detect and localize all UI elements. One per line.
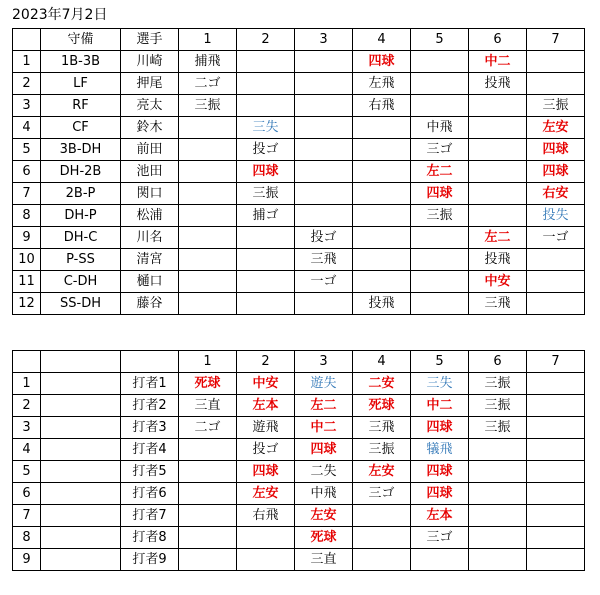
at-bat-result <box>179 183 237 205</box>
at-bat-result: 右飛 <box>353 95 411 117</box>
player-name: 打者1 <box>121 373 179 395</box>
at-bat-result: 二ゴ <box>179 73 237 95</box>
at-bat-result: 三ゴ <box>411 139 469 161</box>
at-bat-result: 投ゴ <box>295 227 353 249</box>
position-cell <box>41 549 121 571</box>
player-name: 打者6 <box>121 483 179 505</box>
row-number: 9 <box>13 549 41 571</box>
at-bat-result <box>527 527 585 549</box>
at-bat-result: 二ゴ <box>179 417 237 439</box>
table-row <box>13 271 585 293</box>
column-header: 3 <box>295 29 353 51</box>
at-bat-result <box>179 439 237 461</box>
column-header: 1 <box>179 351 237 373</box>
at-bat-result: 四球 <box>527 161 585 183</box>
position-cell: SS-DH <box>41 293 121 315</box>
at-bat-result: 犠飛 <box>411 439 469 461</box>
row-number: 4 <box>13 117 41 139</box>
at-bat-result: 中二 <box>295 417 353 439</box>
row-number: 10 <box>13 249 41 271</box>
at-bat-result: 死球 <box>353 395 411 417</box>
at-bat-result <box>179 117 237 139</box>
at-bat-result: 中二 <box>411 395 469 417</box>
at-bat-result <box>179 461 237 483</box>
table-row <box>13 549 585 571</box>
at-bat-result <box>237 227 295 249</box>
at-bat-result <box>179 527 237 549</box>
at-bat-result <box>527 395 585 417</box>
column-header: 2 <box>237 351 295 373</box>
at-bat-result: 左本 <box>411 505 469 527</box>
at-bat-result: 四球 <box>411 483 469 505</box>
at-bat-result <box>353 205 411 227</box>
at-bat-result <box>353 139 411 161</box>
column-header <box>41 351 121 373</box>
row-number: 6 <box>13 161 41 183</box>
at-bat-result: 三振 <box>179 95 237 117</box>
player-name: 前田 <box>121 139 179 161</box>
player-name: 藤谷 <box>121 293 179 315</box>
at-bat-result: 三飛 <box>353 417 411 439</box>
table-row <box>13 161 585 183</box>
row-number: 7 <box>13 183 41 205</box>
row-number: 7 <box>13 505 41 527</box>
player-name: 清宮 <box>121 249 179 271</box>
position-cell: P-SS <box>41 249 121 271</box>
at-bat-result: 死球 <box>179 373 237 395</box>
at-bat-result: 三直 <box>179 395 237 417</box>
position-cell: DH-P <box>41 205 121 227</box>
table-row <box>13 505 585 527</box>
at-bat-result <box>295 183 353 205</box>
at-bat-result: 左安 <box>527 117 585 139</box>
row-number: 2 <box>13 73 41 95</box>
at-bat-result: 三振 <box>527 95 585 117</box>
at-bat-result <box>295 293 353 315</box>
column-header: 5 <box>411 29 469 51</box>
position-cell: 1B-3B <box>41 51 121 73</box>
table-row <box>13 249 585 271</box>
at-bat-result: 中二 <box>469 51 527 73</box>
at-bat-result <box>527 461 585 483</box>
column-header: 3 <box>295 351 353 373</box>
at-bat-result <box>411 227 469 249</box>
at-bat-result <box>295 73 353 95</box>
at-bat-result: 左安 <box>353 461 411 483</box>
at-bat-result: 四球 <box>411 417 469 439</box>
table-row <box>13 483 585 505</box>
table-row <box>13 417 585 439</box>
lineup-header-row <box>13 29 585 51</box>
at-bat-result: 四球 <box>237 461 295 483</box>
at-bat-result <box>527 249 585 271</box>
at-bat-result: 投ゴ <box>237 139 295 161</box>
at-bat-result <box>237 293 295 315</box>
at-bat-result: 二失 <box>295 461 353 483</box>
table-row <box>13 439 585 461</box>
table-row <box>13 183 585 205</box>
position-cell: 3B-DH <box>41 139 121 161</box>
row-number: 5 <box>13 139 41 161</box>
row-number: 4 <box>13 439 41 461</box>
table-row <box>13 205 585 227</box>
player-name: 鈴木 <box>121 117 179 139</box>
at-bat-result: 投飛 <box>353 293 411 315</box>
at-bat-result <box>527 417 585 439</box>
at-bat-result <box>527 505 585 527</box>
at-bat-result <box>411 549 469 571</box>
at-bat-result: 中安 <box>469 271 527 293</box>
player-name: 打者5 <box>121 461 179 483</box>
at-bat-result <box>237 249 295 271</box>
player-name: 川名 <box>121 227 179 249</box>
at-bat-result: 四球 <box>411 183 469 205</box>
player-name: 樋口 <box>121 271 179 293</box>
at-bat-result <box>469 527 527 549</box>
at-bat-result: 左本 <box>237 395 295 417</box>
at-bat-result <box>237 549 295 571</box>
position-cell <box>41 395 121 417</box>
player-name: 川崎 <box>121 51 179 73</box>
at-bat-result: 四球 <box>411 461 469 483</box>
at-bat-result <box>527 483 585 505</box>
at-bat-result <box>295 205 353 227</box>
at-bat-result: 一ゴ <box>295 271 353 293</box>
at-bat-result: 三失 <box>237 117 295 139</box>
column-header: 7 <box>527 351 585 373</box>
at-bat-result: 投ゴ <box>237 439 295 461</box>
at-bat-result <box>353 549 411 571</box>
at-bat-result <box>469 205 527 227</box>
column-header <box>13 351 41 373</box>
at-bat-result <box>527 439 585 461</box>
at-bat-result: 投飛 <box>469 249 527 271</box>
at-bat-result: 左安 <box>295 505 353 527</box>
at-bat-result: 一ゴ <box>527 227 585 249</box>
position-cell: DH-C <box>41 227 121 249</box>
at-bat-result: 三飛 <box>469 293 527 315</box>
at-bat-result <box>295 117 353 139</box>
position-cell <box>41 417 121 439</box>
at-bat-result: 三ゴ <box>353 483 411 505</box>
batter-table <box>12 350 585 571</box>
at-bat-result: 遊失 <box>295 373 353 395</box>
at-bat-result <box>179 161 237 183</box>
at-bat-result: 三振 <box>469 417 527 439</box>
column-header: 守備 <box>41 29 121 51</box>
player-name: 関口 <box>121 183 179 205</box>
at-bat-result: 三振 <box>411 205 469 227</box>
row-number: 11 <box>13 271 41 293</box>
player-name: 打者3 <box>121 417 179 439</box>
position-cell <box>41 439 121 461</box>
table-row <box>13 73 585 95</box>
at-bat-result <box>527 373 585 395</box>
at-bat-result: 四球 <box>237 161 295 183</box>
row-number: 3 <box>13 417 41 439</box>
lineup-table <box>12 28 585 315</box>
table-row <box>13 293 585 315</box>
at-bat-result: 中飛 <box>411 117 469 139</box>
at-bat-result <box>237 95 295 117</box>
at-bat-result <box>527 293 585 315</box>
at-bat-result <box>411 73 469 95</box>
at-bat-result <box>179 139 237 161</box>
row-number: 8 <box>13 205 41 227</box>
position-cell: C-DH <box>41 271 121 293</box>
at-bat-result: 三ゴ <box>411 527 469 549</box>
row-number: 12 <box>13 293 41 315</box>
column-header: 5 <box>411 351 469 373</box>
at-bat-result: 左二 <box>295 395 353 417</box>
row-number: 1 <box>13 51 41 73</box>
position-cell: LF <box>41 73 121 95</box>
at-bat-result <box>527 51 585 73</box>
table-row <box>13 395 585 417</box>
table-row <box>13 139 585 161</box>
at-bat-result: 左安 <box>237 483 295 505</box>
column-header: 1 <box>179 29 237 51</box>
position-cell <box>41 461 121 483</box>
at-bat-result: 三振 <box>469 395 527 417</box>
row-number: 8 <box>13 527 41 549</box>
at-bat-result <box>353 117 411 139</box>
at-bat-result <box>469 117 527 139</box>
row-number: 1 <box>13 373 41 395</box>
at-bat-result <box>353 183 411 205</box>
at-bat-result: 三振 <box>353 439 411 461</box>
at-bat-result: 四球 <box>527 139 585 161</box>
at-bat-result: 三飛 <box>295 249 353 271</box>
at-bat-result: 三失 <box>411 373 469 395</box>
position-cell <box>41 483 121 505</box>
at-bat-result: 三振 <box>469 373 527 395</box>
player-name: 松浦 <box>121 205 179 227</box>
table-row <box>13 117 585 139</box>
at-bat-result <box>179 227 237 249</box>
at-bat-result <box>411 51 469 73</box>
table-row <box>13 95 585 117</box>
player-name: 打者7 <box>121 505 179 527</box>
at-bat-result: 三振 <box>237 183 295 205</box>
at-bat-result <box>411 249 469 271</box>
at-bat-result: 捕ゴ <box>237 205 295 227</box>
at-bat-result <box>411 293 469 315</box>
at-bat-result <box>295 95 353 117</box>
at-bat-result <box>469 95 527 117</box>
row-number: 5 <box>13 461 41 483</box>
at-bat-result: 左二 <box>469 227 527 249</box>
game-date: 2023年7月2日 <box>12 7 108 23</box>
at-bat-result <box>295 161 353 183</box>
at-bat-result: 右飛 <box>237 505 295 527</box>
at-bat-result <box>179 549 237 571</box>
at-bat-result <box>469 505 527 527</box>
player-name: 池田 <box>121 161 179 183</box>
at-bat-result <box>295 51 353 73</box>
player-name: 打者9 <box>121 549 179 571</box>
at-bat-result: 中飛 <box>295 483 353 505</box>
position-cell: DH-2B <box>41 161 121 183</box>
table-row <box>13 527 585 549</box>
column-header: 6 <box>469 29 527 51</box>
at-bat-result: 投失 <box>527 205 585 227</box>
at-bat-result <box>179 293 237 315</box>
at-bat-result <box>353 227 411 249</box>
at-bat-result <box>237 271 295 293</box>
at-bat-result <box>527 549 585 571</box>
at-bat-result: 捕飛 <box>179 51 237 73</box>
at-bat-result <box>353 271 411 293</box>
at-bat-result: 二安 <box>353 373 411 395</box>
column-header <box>121 351 179 373</box>
player-name: 亮太 <box>121 95 179 117</box>
at-bat-result <box>469 183 527 205</box>
player-name: 打者8 <box>121 527 179 549</box>
at-bat-result: 右安 <box>527 183 585 205</box>
at-bat-result <box>353 249 411 271</box>
at-bat-result <box>469 161 527 183</box>
at-bat-result <box>237 73 295 95</box>
at-bat-result <box>237 51 295 73</box>
at-bat-result: 死球 <box>295 527 353 549</box>
at-bat-result <box>411 95 469 117</box>
table-row <box>13 373 585 395</box>
position-cell <box>41 505 121 527</box>
player-name: 押尾 <box>121 73 179 95</box>
at-bat-result <box>353 527 411 549</box>
at-bat-result: 四球 <box>353 51 411 73</box>
position-cell: RF <box>41 95 121 117</box>
at-bat-result <box>527 73 585 95</box>
player-name: 打者4 <box>121 439 179 461</box>
at-bat-result <box>179 505 237 527</box>
at-bat-result <box>469 439 527 461</box>
column-header: 選手 <box>121 29 179 51</box>
at-bat-result: 左二 <box>411 161 469 183</box>
at-bat-result <box>237 527 295 549</box>
position-cell <box>41 527 121 549</box>
at-bat-result <box>179 249 237 271</box>
column-header: 4 <box>353 351 411 373</box>
row-number: 3 <box>13 95 41 117</box>
position-cell: CF <box>41 117 121 139</box>
player-name: 打者2 <box>121 395 179 417</box>
row-number: 6 <box>13 483 41 505</box>
at-bat-result: 四球 <box>295 439 353 461</box>
column-header: 4 <box>353 29 411 51</box>
at-bat-result <box>469 139 527 161</box>
column-header: 2 <box>237 29 295 51</box>
row-number: 2 <box>13 395 41 417</box>
column-header: 6 <box>469 351 527 373</box>
at-bat-result: 三直 <box>295 549 353 571</box>
at-bat-result <box>179 483 237 505</box>
batters-header-row <box>13 351 585 373</box>
at-bat-result: 投飛 <box>469 73 527 95</box>
table-row <box>13 461 585 483</box>
at-bat-result <box>527 271 585 293</box>
at-bat-result <box>353 161 411 183</box>
column-header <box>13 29 41 51</box>
position-cell: 2B-P <box>41 183 121 205</box>
at-bat-result <box>179 271 237 293</box>
row-number: 9 <box>13 227 41 249</box>
at-bat-result: 中安 <box>237 373 295 395</box>
at-bat-result <box>295 139 353 161</box>
table-row <box>13 227 585 249</box>
at-bat-result: 左飛 <box>353 73 411 95</box>
at-bat-result <box>469 483 527 505</box>
table-row <box>13 51 585 73</box>
at-bat-result <box>469 461 527 483</box>
at-bat-result <box>179 205 237 227</box>
at-bat-result: 遊飛 <box>237 417 295 439</box>
column-header: 7 <box>527 29 585 51</box>
at-bat-result <box>353 505 411 527</box>
at-bat-result <box>411 271 469 293</box>
at-bat-result <box>469 549 527 571</box>
position-cell <box>41 373 121 395</box>
